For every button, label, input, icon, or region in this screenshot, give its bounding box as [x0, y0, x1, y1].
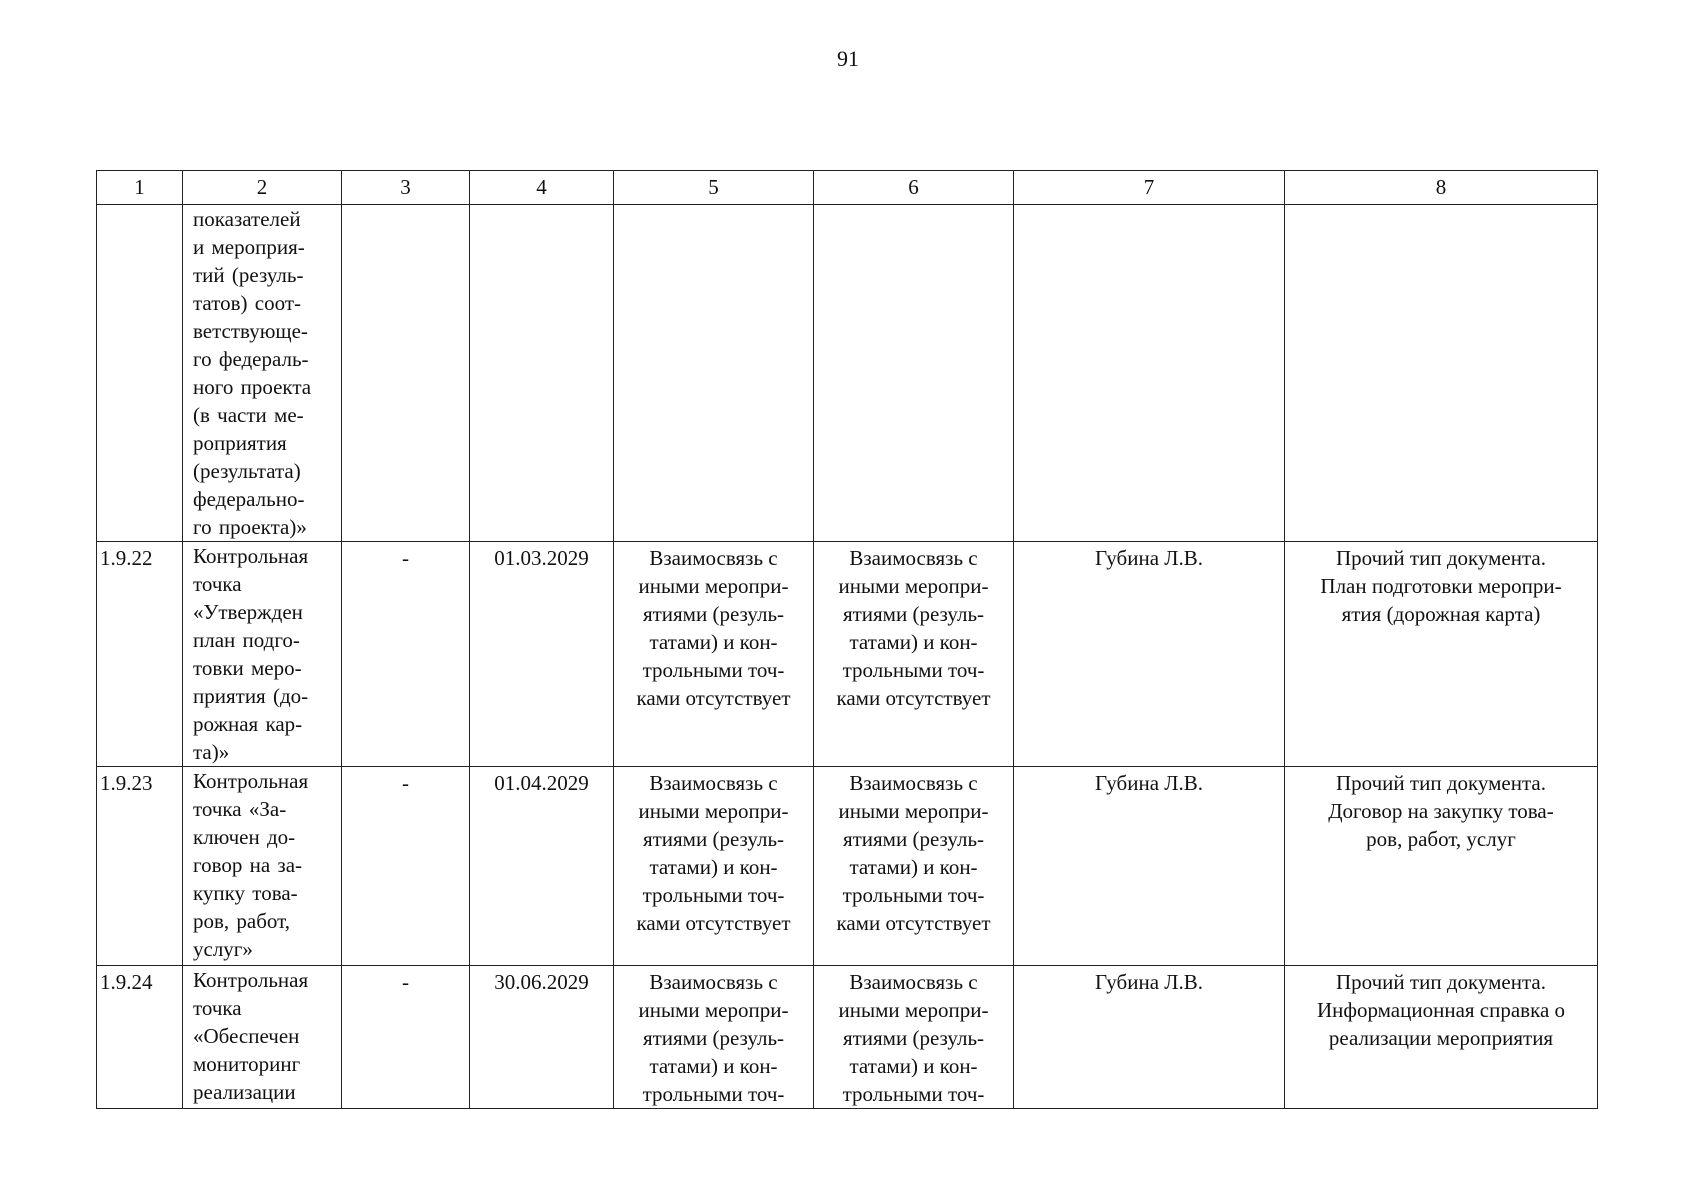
cell-text-line: (в части ме- — [193, 403, 304, 427]
cell-text-line: иными меропри- — [838, 574, 989, 598]
cell-text-line: Договор на закупку това- — [1328, 799, 1554, 823]
cell-text-line: иными меропри- — [638, 998, 789, 1022]
cell-text-line: ятиями (резуль- — [842, 1026, 985, 1050]
column-header: 6 — [814, 171, 1014, 205]
cell-col5 — [614, 542, 814, 767]
cell-col3: - — [342, 966, 470, 1109]
cell-text-line: Взаимосвязь с — [649, 970, 778, 994]
cell-text-line: ятиями (резуль- — [642, 1026, 785, 1050]
cell-col6 — [814, 767, 1014, 966]
cell-text-line: ятиями (резуль- — [842, 827, 985, 851]
cell-text-line: татов) соот- — [193, 291, 301, 315]
cell-number: 1.9.23 — [97, 767, 183, 966]
cell-text-line: го федераль- — [193, 347, 309, 371]
cell-text-line: и мероприя- — [193, 235, 305, 259]
cell-col5 — [614, 966, 814, 1109]
cell-text-line: реализации мероприятия — [1328, 1026, 1554, 1050]
cell-text-line: точка — [193, 996, 242, 1020]
cell-col3: - — [342, 542, 470, 767]
cell-text-line: Взаимосвязь с — [849, 970, 978, 994]
cell-text-line: «Утвержден — [193, 600, 303, 624]
cell-col8 — [1285, 205, 1598, 542]
column-header: 3 — [342, 171, 470, 205]
column-header: 8 — [1285, 171, 1598, 205]
cell-text-line: та)» — [193, 740, 230, 764]
cell-text-line: Контрольная — [193, 968, 309, 992]
table-row — [97, 542, 1598, 767]
column-header: 7 — [1014, 171, 1285, 205]
cell-text-line: тий (резуль- — [193, 263, 304, 287]
column-header: 5 — [614, 171, 814, 205]
cell-text-line: ками отсутствует — [636, 686, 791, 710]
cell-text-line: татами) и кон- — [649, 1054, 778, 1078]
cell-text-line: татами) и кон- — [849, 855, 978, 879]
cell-number: 1.9.24 — [97, 966, 183, 1109]
cell-text-line: иными меропри- — [838, 799, 989, 823]
table-row — [97, 966, 1598, 1109]
cell-text-line: Взаимосвязь с — [849, 771, 978, 795]
cell-text-line: Взаимосвязь с — [649, 771, 778, 795]
cell-text-line: трольными точ- — [642, 1082, 785, 1106]
cell-text-line: ров, работ, услуг — [1366, 827, 1516, 851]
cell-date: 01.04.2029 — [470, 767, 614, 966]
table-header-row — [97, 171, 1598, 205]
cell-date — [470, 205, 614, 542]
cell-text-line: роприятия — [193, 431, 287, 455]
cell-text-line: трольными точ- — [842, 1082, 985, 1106]
cell-text-line: ками отсутствует — [836, 686, 991, 710]
cell-text-line: ров, работ, — [193, 909, 290, 933]
cell-text-line: татами) и кон- — [649, 855, 778, 879]
cell-text-line: показателей — [193, 207, 301, 231]
column-header: 4 — [470, 171, 614, 205]
cell-text-line: татами) и кон- — [849, 630, 978, 654]
cell-text-line: Прочий тип документа. — [1336, 546, 1546, 570]
cell-text-line: татами) и кон- — [849, 1054, 978, 1078]
cell-name — [183, 767, 342, 966]
cell-text-line: ятиями (резуль- — [642, 827, 785, 851]
cell-text-line: ятиями (резуль- — [642, 602, 785, 626]
table-row-continuation — [97, 205, 1598, 542]
cell-col5 — [614, 205, 814, 542]
cell-text-line: Контрольная — [193, 769, 309, 793]
column-header: 2 — [183, 171, 342, 205]
page-number: 91 — [837, 46, 859, 71]
cell-text-line: Взаимосвязь с — [649, 546, 778, 570]
cell-text-line: план подго- — [193, 628, 300, 652]
cell-text-line: реализации — [193, 1080, 296, 1104]
cell-name — [183, 205, 342, 542]
cell-text-line: купку това- — [193, 881, 298, 905]
cell-text-line: приятия (до- — [193, 684, 309, 708]
cell-text-line: товки меро- — [193, 656, 302, 680]
cell-text-line: трольными точ- — [842, 658, 985, 682]
cell-text-line: ного проекта — [193, 375, 312, 399]
cell-col8 — [1285, 966, 1598, 1109]
cell-name — [183, 966, 342, 1109]
cell-text-line: ключен до- — [193, 825, 296, 849]
cell-number: 1.9.22 — [97, 542, 183, 767]
cell-text-line: мониторинг — [193, 1052, 301, 1076]
cell-date: 01.03.2029 — [470, 542, 614, 767]
cell-text-line: «Обеспечен — [193, 1024, 300, 1048]
cell-text-line: точка — [193, 572, 242, 596]
plan-table — [96, 170, 1598, 1109]
cell-text-line: трольными точ- — [642, 658, 785, 682]
cell-col6 — [814, 542, 1014, 767]
cell-text-line: точка «За- — [193, 797, 287, 821]
cell-text-line: ками отсутствует — [836, 911, 991, 935]
cell-text-line: Взаимосвязь с — [849, 546, 978, 570]
cell-responsible: Губина Л.В. — [1014, 542, 1285, 767]
cell-text-line: Информационная справка о — [1316, 998, 1566, 1022]
table-row — [97, 767, 1598, 966]
cell-text-line: говор на за- — [193, 853, 303, 877]
cell-text-line: рожная кар- — [193, 712, 303, 736]
cell-text-line: федерально- — [193, 487, 305, 511]
cell-date: 30.06.2029 — [470, 966, 614, 1109]
cell-text-line: иными меропри- — [638, 574, 789, 598]
cell-col3 — [342, 205, 470, 542]
column-header: 1 — [97, 171, 183, 205]
cell-col8 — [1285, 542, 1598, 767]
cell-col5 — [614, 767, 814, 966]
cell-text-line: трольными точ- — [842, 883, 985, 907]
cell-name — [183, 542, 342, 767]
cell-text-line: Контрольная — [193, 544, 309, 568]
cell-text-line: ками отсутствует — [636, 911, 791, 935]
cell-text-line: иными меропри- — [838, 998, 989, 1022]
cell-text-line: Прочий тип документа. — [1336, 970, 1546, 994]
cell-text-line: иными меропри- — [638, 799, 789, 823]
cell-text-line: услуг» — [193, 937, 253, 961]
cell-col3: - — [342, 767, 470, 966]
cell-text-line: ятия (дорожная карта) — [1341, 602, 1541, 626]
cell-text-line: татами) и кон- — [649, 630, 778, 654]
cell-number — [97, 205, 183, 542]
cell-col6 — [814, 966, 1014, 1109]
cell-col8 — [1285, 767, 1598, 966]
cell-text-line: План подготовки меропри- — [1320, 574, 1562, 598]
cell-text-line: го проекта)» — [193, 515, 307, 539]
cell-responsible: Губина Л.В. — [1014, 767, 1285, 966]
cell-text-line: ятиями (резуль- — [842, 602, 985, 626]
cell-text-line: трольными точ- — [642, 883, 785, 907]
cell-text-line: Прочий тип документа. — [1336, 771, 1546, 795]
cell-text-line: (результата) — [193, 459, 301, 483]
cell-responsible — [1014, 205, 1285, 542]
cell-text-line: ветствующе- — [193, 319, 308, 343]
cell-col6 — [814, 205, 1014, 542]
cell-responsible: Губина Л.В. — [1014, 966, 1285, 1109]
